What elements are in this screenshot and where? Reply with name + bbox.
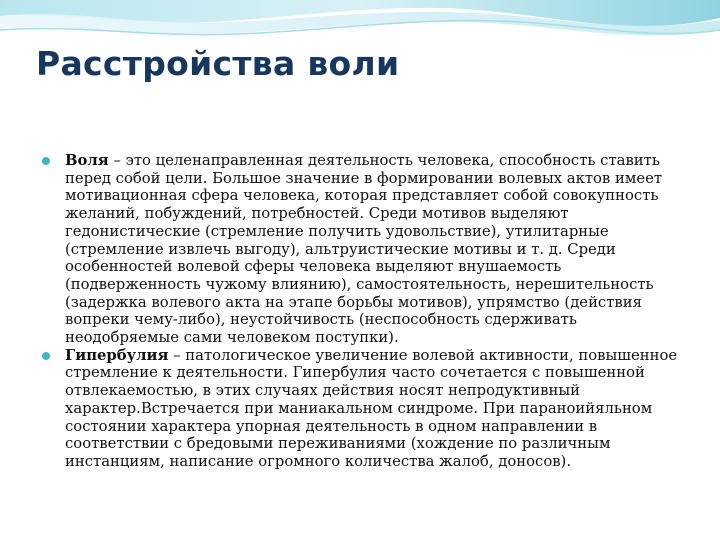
bullet-item-volya	[40, 152, 690, 347]
bullet-dot-icon	[42, 157, 50, 165]
bullet-term: Воля	[65, 152, 109, 169]
bullet-text: – патологическое увеличение волевой активности, повышенное стремление к деятельности. Гипербулия часто сочетается с повышенной отвлекаемостью, в этих случаях действия носят непродуктивный характер.Встречается при маниакальном синдроме. При параноийяльном состоянии характера упорная деятельность в одном направлении в соответствии с бредовыми переживаниями (хождение по различным инстанциям, написание огромного количества жалоб, доносов).	[65, 346, 678, 470]
slide-title: Расстройства воли	[36, 44, 400, 83]
bullet-dot-icon	[42, 352, 50, 360]
bullet-text: – это целенаправленная деятельность человека, способность ставить перед собой цели. Большое значение в формировании волевых актов имеет мотивационная сфера человека, которая представляет собой совокупность желаний, побуждений, потребностей. Среди мотивов выделяют гедонистические (стремление получить удовольствие), утилитарные (стремление извлечь выгоду), альтруистические мотивы и т. д. Среди особенностей волевой сферы человека выделяют внушаемость (подверженность чужому влиянию), самостоятельность, нерешительность (задержка волевого акта на этапе борьбы мотивов), упрямство (действия вопреки чему-либо), неустойчивость (неспособность сдерживать неодобряемые сами человеком поступки).	[65, 152, 663, 347]
bullet-term: Гипербулия	[65, 346, 169, 364]
bullet-list	[40, 152, 690, 471]
bullet-item-giperbuliya	[40, 347, 690, 471]
